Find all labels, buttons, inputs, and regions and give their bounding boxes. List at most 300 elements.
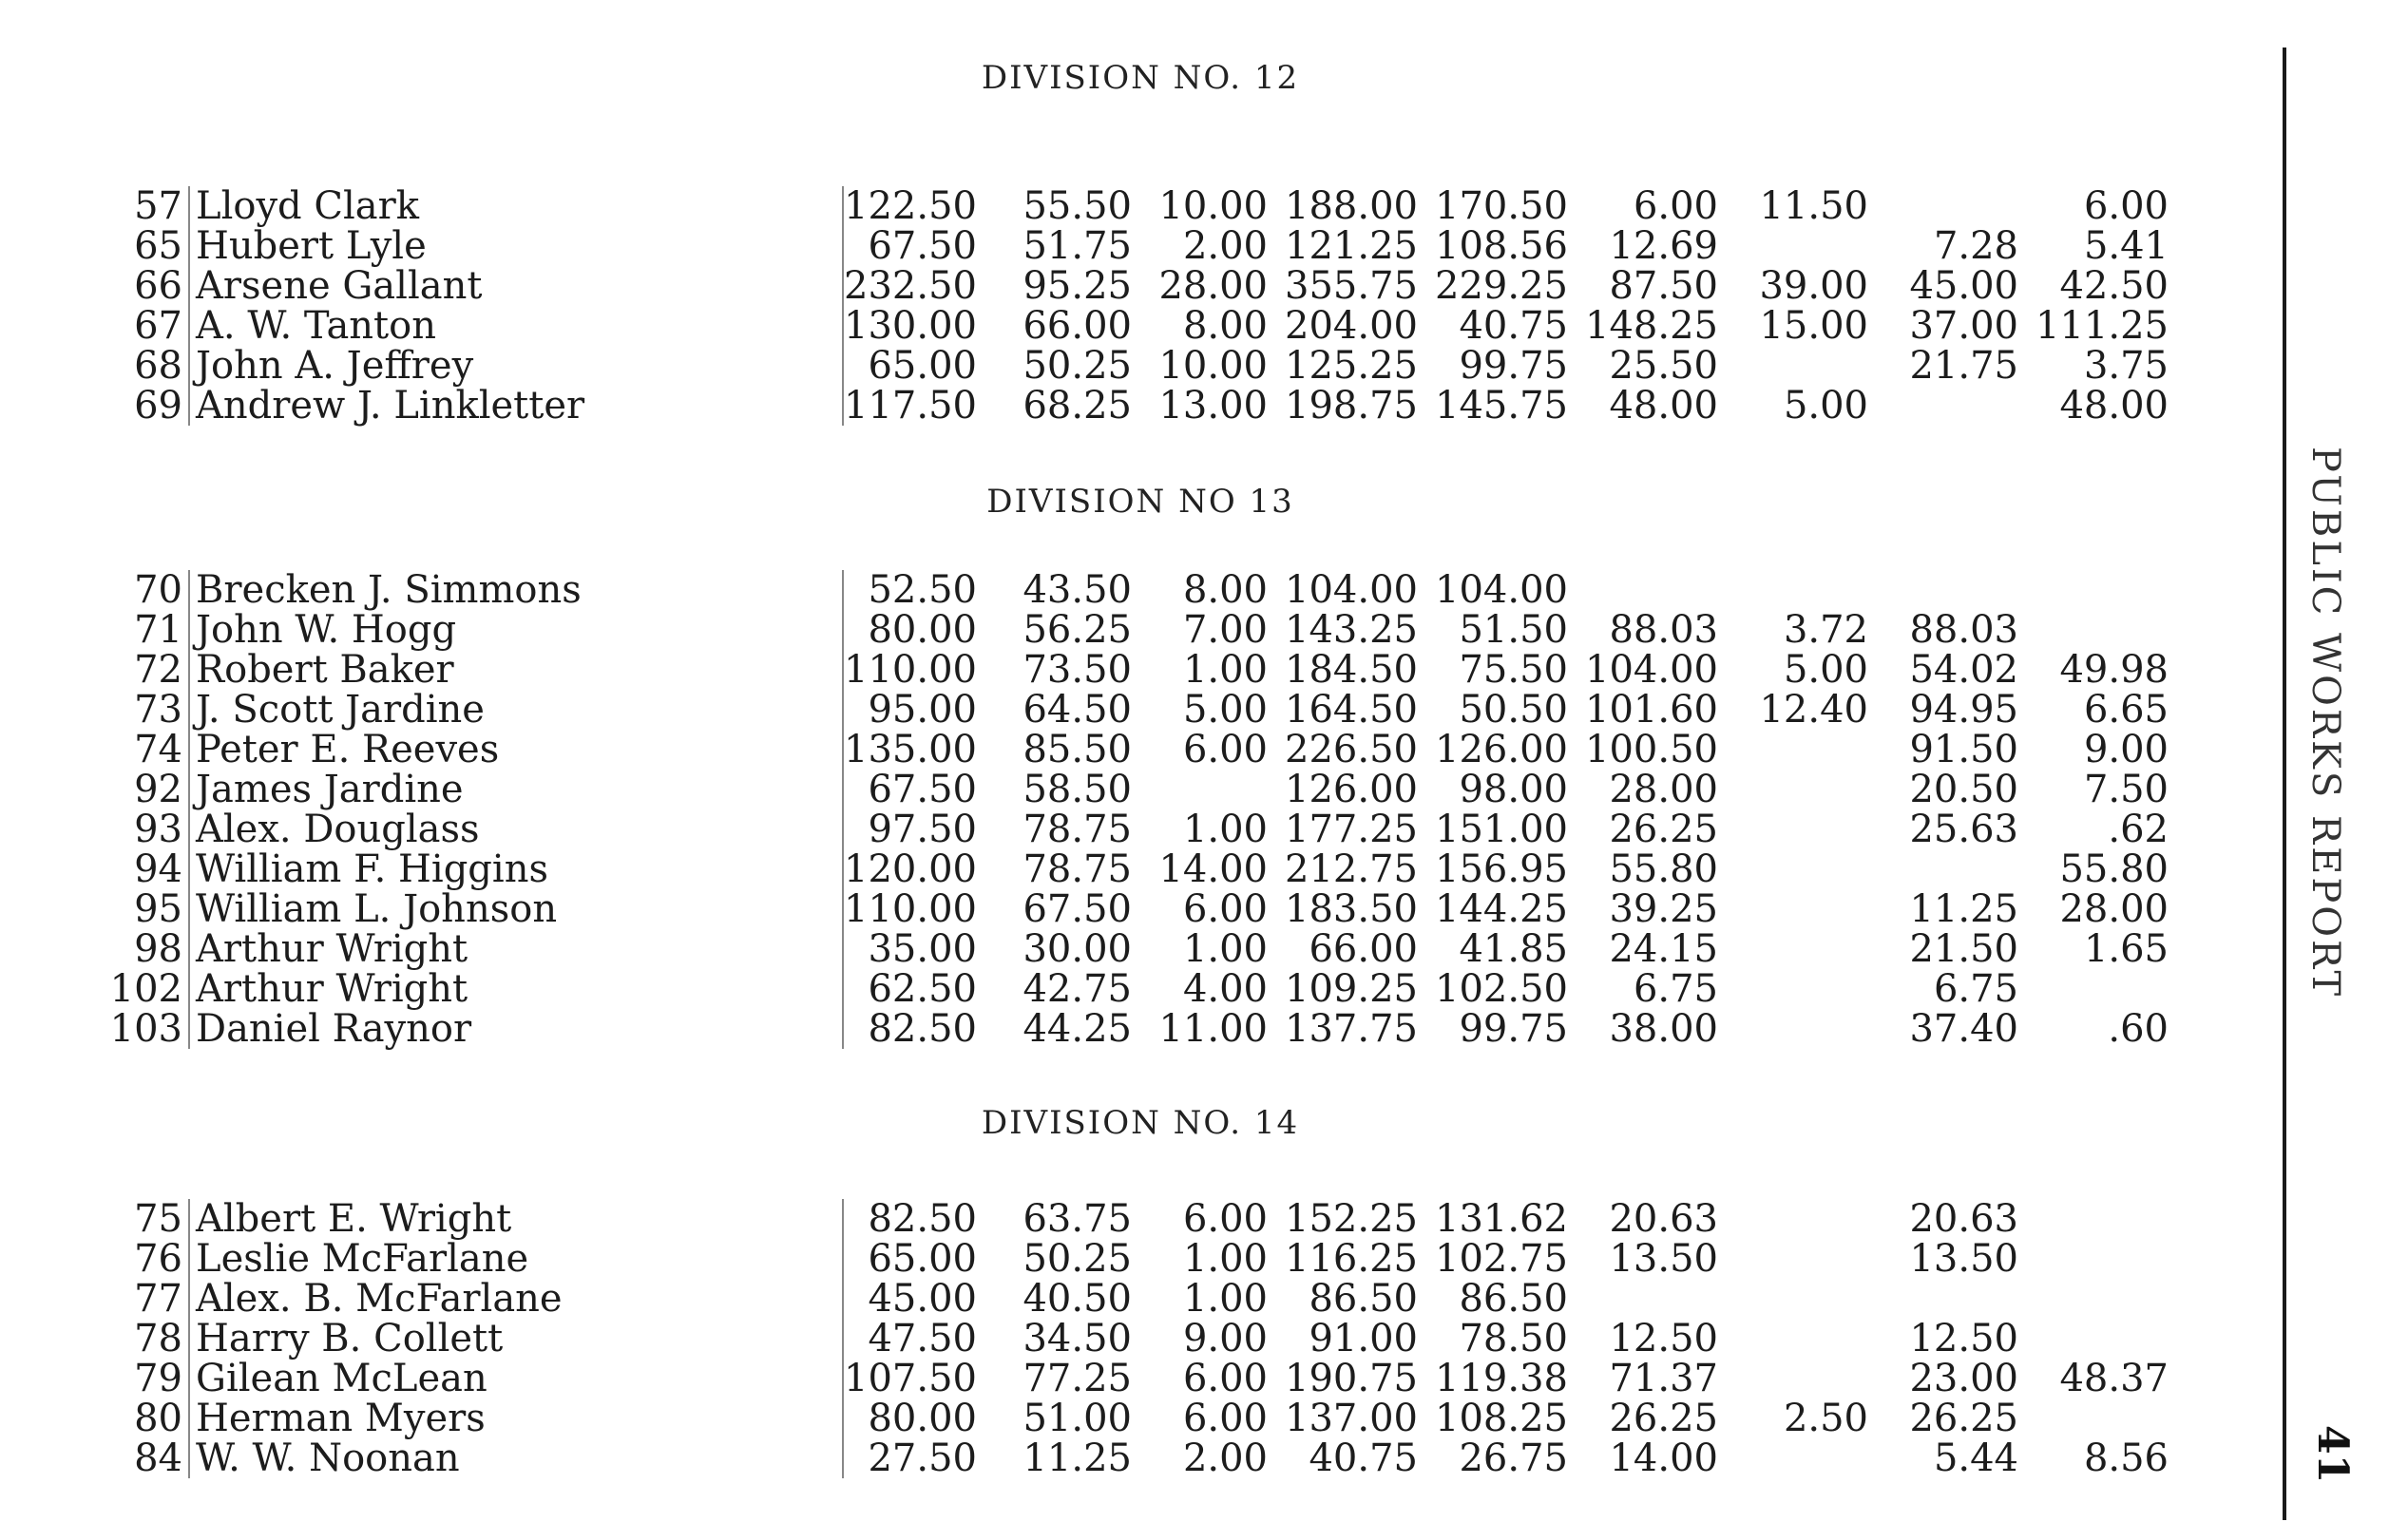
amount-cell: 5.00 bbox=[1182, 688, 1268, 732]
entry-number: 79 bbox=[134, 1357, 182, 1400]
amount-cell: 38.00 bbox=[1609, 1007, 1718, 1051]
amount-cell bbox=[1726, 770, 1876, 809]
worker-name: Leslie McFarlane bbox=[189, 1239, 843, 1279]
table-row bbox=[105, 186, 2176, 226]
amount-cell bbox=[1576, 1279, 1726, 1319]
amount-cell: 226.50 bbox=[1285, 728, 1418, 771]
amount-cell: 5.00 bbox=[1783, 384, 1868, 428]
amount-cell: 48.37 bbox=[2059, 1357, 2169, 1400]
amount-cell: 190.75 bbox=[1285, 1357, 1418, 1400]
amount-cell: 67.50 bbox=[843, 770, 984, 809]
entry-number: 77 bbox=[134, 1277, 182, 1321]
table-row bbox=[105, 1239, 2176, 1279]
amount-cell: 4.00 bbox=[1182, 967, 1268, 1011]
amount-cell: 355.75 bbox=[1285, 264, 1418, 308]
amount-cell: 7.28 bbox=[1933, 224, 2018, 268]
amount-cell: 121.25 bbox=[1285, 224, 1418, 268]
amount-cell: 34.50 bbox=[1022, 1317, 1132, 1360]
amount-cell: 229.25 bbox=[1435, 264, 1568, 308]
amount-cell: 6.00 bbox=[1182, 887, 1268, 931]
amount-cell: 51.00 bbox=[1022, 1397, 1132, 1440]
amount-cell: 78.75 bbox=[1022, 847, 1132, 891]
amount-cell: 26.25 bbox=[1609, 808, 1718, 851]
amount-cell: 55.80 bbox=[2059, 847, 2169, 891]
table-row bbox=[105, 346, 2176, 386]
amount-cell: 102.50 bbox=[1435, 967, 1568, 1011]
amount-cell: 111.25 bbox=[2035, 304, 2169, 348]
amount-cell: 39.25 bbox=[1609, 887, 1718, 931]
table-row bbox=[105, 226, 2176, 266]
amount-cell: 75.50 bbox=[1459, 648, 1568, 692]
amount-cell: 5.41 bbox=[2083, 224, 2169, 268]
amount-cell bbox=[2026, 1279, 2176, 1319]
amount-cell bbox=[1726, 730, 1876, 770]
worker-name: Robert Baker bbox=[189, 650, 843, 690]
amount-cell: 64.50 bbox=[1022, 688, 1132, 732]
amount-cell bbox=[1726, 226, 1876, 266]
amount-cell bbox=[1726, 1199, 1876, 1239]
amount-cell: 65.00 bbox=[843, 1239, 984, 1279]
amount-cell: 2.00 bbox=[1182, 224, 1268, 268]
worker-name: James Jardine bbox=[189, 770, 843, 809]
amount-cell: 97.50 bbox=[843, 809, 984, 849]
amount-cell: 25.50 bbox=[1609, 344, 1718, 388]
worker-name: Alex. Douglass bbox=[189, 809, 843, 849]
amount-cell: 80.00 bbox=[843, 610, 984, 650]
amount-cell: 232.50 bbox=[843, 266, 984, 306]
division-title: DIVISION NO 13 bbox=[986, 483, 1294, 521]
amount-cell: 25.63 bbox=[1909, 808, 2018, 851]
amount-cell: 204.00 bbox=[1285, 304, 1418, 348]
amount-cell: 1.00 bbox=[1182, 648, 1268, 692]
amount-cell bbox=[1726, 1239, 1876, 1279]
entry-number: 98 bbox=[134, 927, 182, 971]
amount-cell: 14.00 bbox=[1158, 847, 1268, 891]
entry-number: 67 bbox=[134, 304, 182, 348]
table-row bbox=[105, 386, 2176, 426]
worker-name: William L. Johnson bbox=[189, 889, 843, 929]
amount-cell: 58.50 bbox=[1022, 768, 1132, 811]
worker-name: Albert E. Wright bbox=[189, 1199, 843, 1239]
amount-cell: 6.75 bbox=[1933, 967, 2018, 1011]
worker-name: Brecken J. Simmons bbox=[189, 570, 843, 610]
amount-cell: 212.75 bbox=[1285, 847, 1418, 891]
amount-cell: 125.25 bbox=[1285, 344, 1418, 388]
worker-name: John A. Jeffrey bbox=[189, 346, 843, 386]
amount-cell: 117.50 bbox=[843, 386, 984, 426]
amount-cell: 78.75 bbox=[1022, 808, 1132, 851]
worker-name: Arsene Gallant bbox=[189, 266, 843, 306]
amount-cell bbox=[1726, 570, 1876, 610]
amount-cell: 5.00 bbox=[1783, 648, 1868, 692]
amount-cell: 99.75 bbox=[1459, 344, 1568, 388]
amount-cell: 8.00 bbox=[1182, 568, 1268, 612]
amount-cell: 104.00 bbox=[1585, 648, 1718, 692]
amount-cell bbox=[1726, 1279, 1876, 1319]
amount-cell bbox=[1726, 969, 1876, 1009]
amount-cell: 30.00 bbox=[1022, 927, 1132, 971]
amount-cell: 86.50 bbox=[1309, 1277, 1418, 1321]
amount-cell: 110.00 bbox=[843, 889, 984, 929]
amount-cell: 91.50 bbox=[1909, 728, 2018, 771]
entry-number: 71 bbox=[134, 608, 182, 652]
entry-number: 78 bbox=[134, 1317, 182, 1360]
amount-cell: 131.62 bbox=[1435, 1197, 1568, 1241]
amount-cell: 47.50 bbox=[843, 1319, 984, 1359]
amount-cell: 63.75 bbox=[1022, 1197, 1132, 1241]
entry-number: 72 bbox=[134, 648, 182, 692]
entry-number: 103 bbox=[109, 1007, 182, 1051]
table-row bbox=[105, 809, 2176, 849]
amount-cell: 87.50 bbox=[1609, 264, 1718, 308]
entry-number: 76 bbox=[134, 1237, 182, 1281]
amount-cell: 108.56 bbox=[1435, 224, 1568, 268]
amount-cell: 137.75 bbox=[1285, 1007, 1418, 1051]
amount-cell bbox=[2026, 1319, 2176, 1359]
amount-cell: 45.00 bbox=[1909, 264, 2018, 308]
amount-cell: 8.00 bbox=[1182, 304, 1268, 348]
amount-cell: 20.63 bbox=[1909, 1197, 2018, 1241]
amount-cell: 50.25 bbox=[1022, 1237, 1132, 1281]
amount-cell: 119.38 bbox=[1435, 1357, 1568, 1400]
amount-cell: 56.25 bbox=[1022, 608, 1132, 652]
amount-cell: 24.15 bbox=[1609, 927, 1718, 971]
amount-cell: 12.40 bbox=[1759, 688, 1868, 732]
amount-cell bbox=[1876, 570, 2026, 610]
amount-cell: 137.00 bbox=[1285, 1397, 1418, 1440]
amount-cell: 198.75 bbox=[1285, 384, 1418, 428]
amount-cell: 13.50 bbox=[1609, 1237, 1718, 1281]
entry-number: 68 bbox=[134, 344, 182, 388]
amount-cell: 71.37 bbox=[1609, 1357, 1718, 1400]
amount-cell: 43.50 bbox=[1022, 568, 1132, 612]
table-row bbox=[105, 730, 2176, 770]
amount-cell bbox=[1726, 1319, 1876, 1359]
amount-cell: 188.00 bbox=[1285, 184, 1418, 228]
amount-cell: 12.50 bbox=[1909, 1317, 2018, 1360]
amount-cell: 1.00 bbox=[1182, 1277, 1268, 1321]
entry-number: 92 bbox=[134, 768, 182, 811]
amount-cell bbox=[2026, 969, 2176, 1009]
ledger-body bbox=[105, 186, 2176, 426]
amount-cell: 66.00 bbox=[1309, 927, 1418, 971]
amount-cell: 99.75 bbox=[1459, 1007, 1568, 1051]
amount-cell: 80.00 bbox=[843, 1398, 984, 1438]
amount-cell: 20.63 bbox=[1609, 1197, 1718, 1241]
entry-number: 65 bbox=[134, 224, 182, 268]
amount-cell: 28.00 bbox=[1158, 264, 1268, 308]
amount-cell: 28.00 bbox=[2059, 887, 2169, 931]
amount-cell: 144.25 bbox=[1435, 887, 1568, 931]
amount-cell: 145.75 bbox=[1435, 384, 1568, 428]
entry-number: 69 bbox=[134, 384, 182, 428]
amount-cell: 95.00 bbox=[843, 690, 984, 730]
amount-cell bbox=[1726, 849, 1876, 889]
amount-cell: 88.03 bbox=[1609, 608, 1718, 652]
amount-cell: 11.25 bbox=[1909, 887, 2018, 931]
amount-cell: 9.00 bbox=[2083, 728, 2169, 771]
amount-cell: 164.50 bbox=[1285, 688, 1418, 732]
amount-cell bbox=[1576, 570, 1726, 610]
amount-cell bbox=[1139, 770, 1275, 809]
amount-cell: 95.25 bbox=[1022, 264, 1132, 308]
worker-name: Alex. B. McFarlane bbox=[189, 1279, 843, 1319]
amount-cell: 135.00 bbox=[843, 730, 984, 770]
amount-cell: 108.25 bbox=[1435, 1397, 1568, 1440]
amount-cell: 51.50 bbox=[1459, 608, 1568, 652]
amount-cell bbox=[1876, 849, 2026, 889]
table-row bbox=[105, 889, 2176, 929]
amount-cell: 3.72 bbox=[1783, 608, 1868, 652]
amount-cell: 42.50 bbox=[2059, 264, 2169, 308]
amount-cell: .62 bbox=[2108, 808, 2169, 851]
amount-cell: 102.75 bbox=[1435, 1237, 1568, 1281]
amount-cell bbox=[2026, 610, 2176, 650]
amount-cell: 10.00 bbox=[1158, 184, 1268, 228]
amount-cell: 73.50 bbox=[1022, 648, 1132, 692]
amount-cell: 13.00 bbox=[1158, 384, 1268, 428]
amount-cell: 39.00 bbox=[1759, 264, 1868, 308]
amount-cell: 77.25 bbox=[1022, 1357, 1132, 1400]
amount-cell: 120.00 bbox=[843, 849, 984, 889]
amount-cell: 37.00 bbox=[1909, 304, 2018, 348]
entry-number: 66 bbox=[134, 264, 182, 308]
amount-cell: 7.50 bbox=[2083, 768, 2169, 811]
table-row bbox=[105, 1009, 2176, 1049]
amount-cell bbox=[1876, 386, 2026, 426]
amount-cell: 107.50 bbox=[843, 1359, 984, 1398]
entry-number: 95 bbox=[134, 887, 182, 931]
amount-cell: 21.75 bbox=[1909, 344, 2018, 388]
amount-cell: 12.50 bbox=[1609, 1317, 1718, 1360]
amount-cell: 91.00 bbox=[1309, 1317, 1418, 1360]
table-row bbox=[105, 849, 2176, 889]
amount-cell: 55.50 bbox=[1022, 184, 1132, 228]
ledger-body bbox=[105, 1199, 2176, 1478]
amount-cell: 94.95 bbox=[1909, 688, 2018, 732]
amount-cell: 9.00 bbox=[1182, 1317, 1268, 1360]
amount-cell: 55.80 bbox=[1609, 847, 1718, 891]
table-row bbox=[105, 306, 2176, 346]
amount-cell: 101.60 bbox=[1585, 688, 1718, 732]
amount-cell: 21.50 bbox=[1909, 927, 2018, 971]
amount-cell: 6.00 bbox=[1182, 1357, 1268, 1400]
entry-number: 84 bbox=[134, 1436, 182, 1480]
table-row bbox=[105, 1199, 2176, 1239]
amount-cell: 44.25 bbox=[1022, 1007, 1132, 1051]
amount-cell: 1.65 bbox=[2083, 927, 2169, 971]
amount-cell: 23.00 bbox=[1909, 1357, 2018, 1400]
amount-cell: 5.44 bbox=[1933, 1436, 2018, 1480]
entry-number: 94 bbox=[134, 847, 182, 891]
amount-cell: 2.50 bbox=[1783, 1397, 1868, 1440]
entry-number: 93 bbox=[134, 808, 182, 851]
table-row bbox=[105, 1398, 2176, 1438]
amount-cell: 15.00 bbox=[1759, 304, 1868, 348]
amount-cell: 151.00 bbox=[1435, 808, 1568, 851]
table-row bbox=[105, 1319, 2176, 1359]
amount-cell: 66.00 bbox=[1022, 304, 1132, 348]
amount-cell: 40.50 bbox=[1022, 1277, 1132, 1321]
amount-cell: 45.00 bbox=[843, 1279, 984, 1319]
worker-name: A. W. Tanton bbox=[189, 306, 843, 346]
amount-cell: 156.95 bbox=[1435, 847, 1568, 891]
amount-cell: 26.25 bbox=[1909, 1397, 2018, 1440]
amount-cell: 62.50 bbox=[843, 969, 984, 1009]
ledger-table-division-12 bbox=[105, 186, 2176, 426]
amount-cell bbox=[1726, 1009, 1876, 1049]
amount-cell: .60 bbox=[2108, 1007, 2169, 1051]
amount-cell bbox=[1726, 1359, 1876, 1398]
amount-cell: 8.56 bbox=[2083, 1436, 2169, 1480]
amount-cell: 40.75 bbox=[1459, 304, 1568, 348]
worker-name: Daniel Raynor bbox=[189, 1009, 843, 1049]
amount-cell: 85.50 bbox=[1022, 728, 1132, 771]
ledger-table-division-14 bbox=[105, 1199, 2176, 1478]
amount-cell: 122.50 bbox=[843, 186, 984, 226]
amount-cell: 37.40 bbox=[1909, 1007, 2018, 1051]
amount-cell: 41.85 bbox=[1459, 927, 1568, 971]
entry-number: 57 bbox=[134, 184, 182, 228]
amount-cell: 143.25 bbox=[1285, 608, 1418, 652]
amount-cell: 10.00 bbox=[1158, 344, 1268, 388]
amount-cell: 6.00 bbox=[1633, 184, 1718, 228]
amount-cell: 100.50 bbox=[1585, 728, 1718, 771]
amount-cell: 126.00 bbox=[1285, 768, 1418, 811]
amount-cell: 183.50 bbox=[1285, 887, 1418, 931]
amount-cell: 42.75 bbox=[1022, 967, 1132, 1011]
ledger-table-division-13 bbox=[105, 570, 2176, 1049]
amount-cell: 78.50 bbox=[1459, 1317, 1568, 1360]
worker-name: Andrew J. Linkletter bbox=[189, 386, 843, 426]
amount-cell: 6.00 bbox=[2083, 184, 2169, 228]
amount-cell: 82.50 bbox=[843, 1009, 984, 1049]
entry-number: 75 bbox=[134, 1197, 182, 1241]
table-row bbox=[105, 1438, 2176, 1478]
amount-cell: 82.50 bbox=[843, 1199, 984, 1239]
page-number: 41 bbox=[2308, 1425, 2357, 1484]
amount-cell: 1.00 bbox=[1182, 1237, 1268, 1281]
worker-name: Hubert Lyle bbox=[189, 226, 843, 266]
amount-cell: 40.75 bbox=[1309, 1436, 1418, 1480]
amount-cell: 6.00 bbox=[1182, 1397, 1268, 1440]
worker-name: Harry B. Collett bbox=[189, 1319, 843, 1359]
amount-cell: 26.75 bbox=[1459, 1436, 1568, 1480]
amount-cell: 170.50 bbox=[1435, 184, 1568, 228]
amount-cell: 104.00 bbox=[1435, 568, 1568, 612]
amount-cell: 116.25 bbox=[1285, 1237, 1418, 1281]
amount-cell: 1.00 bbox=[1182, 808, 1268, 851]
amount-cell: 52.50 bbox=[843, 570, 984, 610]
amount-cell: 28.00 bbox=[1609, 768, 1718, 811]
amount-cell bbox=[2026, 1199, 2176, 1239]
worker-name: Arthur Wright bbox=[189, 929, 843, 969]
amount-cell: 68.25 bbox=[1022, 384, 1132, 428]
amount-cell: 48.00 bbox=[2059, 384, 2169, 428]
amount-cell: 20.50 bbox=[1909, 768, 2018, 811]
amount-cell: 126.00 bbox=[1435, 728, 1568, 771]
amount-cell: 1.00 bbox=[1182, 927, 1268, 971]
amount-cell: 86.50 bbox=[1459, 1277, 1568, 1321]
ledger-body bbox=[105, 570, 2176, 1049]
amount-cell: 184.50 bbox=[1285, 648, 1418, 692]
division-title: DIVISION NO. 12 bbox=[981, 59, 1300, 97]
amount-cell: 11.25 bbox=[1022, 1436, 1132, 1480]
entry-number: 80 bbox=[134, 1397, 182, 1440]
amount-cell: 50.50 bbox=[1459, 688, 1568, 732]
amount-cell: 67.50 bbox=[1022, 887, 1132, 931]
table-row bbox=[105, 1359, 2176, 1398]
amount-cell: 177.25 bbox=[1285, 808, 1418, 851]
amount-cell bbox=[1726, 929, 1876, 969]
amount-cell: 11.50 bbox=[1759, 184, 1868, 228]
amount-cell: 13.50 bbox=[1909, 1237, 2018, 1281]
table-row bbox=[105, 650, 2176, 690]
worker-name: Peter E. Reeves bbox=[189, 730, 843, 770]
amount-cell: 6.00 bbox=[1182, 728, 1268, 771]
worker-name: W. W. Noonan bbox=[189, 1438, 843, 1478]
amount-cell: 12.69 bbox=[1609, 224, 1718, 268]
table-row bbox=[105, 929, 2176, 969]
amount-cell: 109.25 bbox=[1285, 967, 1418, 1011]
amount-cell: 11.00 bbox=[1158, 1007, 1268, 1051]
running-header: PUBLIC WORKS REPORT bbox=[2303, 447, 2347, 999]
amount-cell: 152.25 bbox=[1285, 1197, 1418, 1241]
entry-number: 73 bbox=[134, 688, 182, 732]
amount-cell: 2.00 bbox=[1182, 1436, 1268, 1480]
amount-cell: 98.00 bbox=[1459, 768, 1568, 811]
amount-cell: 48.00 bbox=[1609, 384, 1718, 428]
amount-cell bbox=[1726, 889, 1876, 929]
table-row bbox=[105, 1279, 2176, 1319]
amount-cell: 6.00 bbox=[1182, 1197, 1268, 1241]
amount-cell bbox=[2026, 570, 2176, 610]
worker-name: William F. Higgins bbox=[189, 849, 843, 889]
worker-name: John W. Hogg bbox=[189, 610, 843, 650]
table-row bbox=[105, 690, 2176, 730]
amount-cell: 54.02 bbox=[1909, 648, 2018, 692]
division-title: DIVISION NO. 14 bbox=[981, 1104, 1300, 1142]
amount-cell: 50.25 bbox=[1022, 344, 1132, 388]
amount-cell bbox=[1876, 186, 2026, 226]
amount-cell: 26.25 bbox=[1609, 1397, 1718, 1440]
amount-cell bbox=[1726, 809, 1876, 849]
amount-cell: 3.75 bbox=[2083, 344, 2169, 388]
amount-cell bbox=[2026, 1239, 2176, 1279]
worker-name: Herman Myers bbox=[189, 1398, 843, 1438]
amount-cell: 49.98 bbox=[2059, 648, 2169, 692]
amount-cell: 14.00 bbox=[1609, 1436, 1718, 1480]
table-row bbox=[105, 610, 2176, 650]
amount-cell: 67.50 bbox=[843, 226, 984, 266]
amount-cell: 27.50 bbox=[843, 1438, 984, 1478]
amount-cell: 148.25 bbox=[1585, 304, 1718, 348]
entry-number: 74 bbox=[134, 728, 182, 771]
amount-cell bbox=[1876, 1279, 2026, 1319]
amount-cell: 51.75 bbox=[1022, 224, 1132, 268]
table-row bbox=[105, 570, 2176, 610]
amount-cell: 130.00 bbox=[843, 306, 984, 346]
amount-cell: 65.00 bbox=[843, 346, 984, 386]
entry-number: 102 bbox=[109, 967, 182, 1011]
worker-name: Arthur Wright bbox=[189, 969, 843, 1009]
amount-cell: 7.00 bbox=[1182, 608, 1268, 652]
table-row bbox=[105, 969, 2176, 1009]
amount-cell: 104.00 bbox=[1285, 568, 1418, 612]
amount-cell bbox=[2026, 1398, 2176, 1438]
table-row bbox=[105, 770, 2176, 809]
worker-name: Lloyd Clark bbox=[189, 186, 843, 226]
